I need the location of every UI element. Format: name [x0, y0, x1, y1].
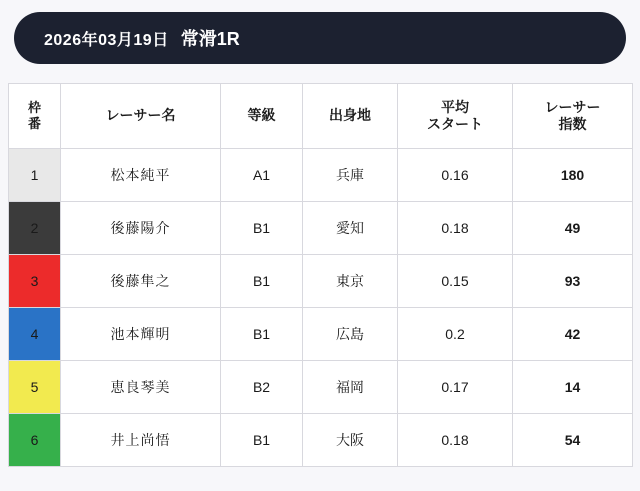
racer-name[interactable]: 池本輝明	[61, 308, 221, 361]
racer-index: 42	[513, 308, 633, 361]
average-start: 0.16	[398, 149, 513, 202]
column-header-origin-line1: 出身地	[329, 107, 371, 124]
race-date: 2026年03月19日	[44, 31, 169, 49]
column-header-class-line1: 等級	[247, 107, 276, 124]
column-header-racer-name-line1: レーサー名	[105, 107, 176, 124]
column-header-racer-name	[61, 84, 221, 149]
racer-name[interactable]: 井上尚悟	[61, 414, 221, 467]
table-body	[9, 149, 633, 467]
average-start: 0.15	[398, 255, 513, 308]
racer-name[interactable]: 恵良琴美	[61, 361, 221, 414]
column-header-frame-line2: 番	[27, 116, 41, 131]
frame-number: 1	[9, 149, 61, 202]
column-header-racer-index-line2: 指数	[558, 116, 587, 132]
racer-index: 14	[513, 361, 633, 414]
average-start: 0.17	[398, 361, 513, 414]
racer-origin: 大阪	[303, 414, 398, 467]
table-row	[9, 149, 633, 202]
table-row	[9, 414, 633, 467]
racer-class: A1	[221, 149, 303, 202]
racer-origin: 愛知	[303, 202, 398, 255]
frame-number: 6	[9, 414, 61, 467]
column-header-origin	[303, 84, 398, 149]
racer-origin: 広島	[303, 308, 398, 361]
racer-origin: 兵庫	[303, 149, 398, 202]
race-name: 常滑1R	[180, 29, 240, 49]
race-entry-table	[8, 83, 633, 467]
table-header	[9, 84, 633, 149]
column-header-racer-index-line1: レーサー	[544, 98, 601, 115]
race-table-container	[8, 83, 632, 467]
racer-index: 93	[513, 255, 633, 308]
frame-number: 5	[9, 361, 61, 414]
racer-class: B1	[221, 202, 303, 255]
racer-origin: 東京	[303, 255, 398, 308]
column-header-frame	[9, 84, 61, 149]
average-start: 0.18	[398, 414, 513, 467]
average-start: 0.2	[398, 308, 513, 361]
racer-class: B1	[221, 414, 303, 467]
average-start: 0.18	[398, 202, 513, 255]
racer-index: 54	[513, 414, 633, 467]
racer-class: B1	[221, 255, 303, 308]
racer-origin: 福岡	[303, 361, 398, 414]
racer-name[interactable]: 後藤陽介	[61, 202, 221, 255]
table-header-row	[9, 84, 633, 149]
racer-class: B2	[221, 361, 303, 414]
frame-number: 2	[9, 202, 61, 255]
table-row	[9, 361, 633, 414]
column-header-racer-index	[513, 84, 633, 149]
table-row	[9, 202, 633, 255]
racer-index: 180	[513, 149, 633, 202]
frame-number: 4	[9, 308, 61, 361]
table-row	[9, 308, 633, 361]
racer-name[interactable]: 松本純平	[61, 149, 221, 202]
racer-class: B1	[221, 308, 303, 361]
race-header-bar	[14, 12, 626, 64]
column-header-average-start-line2: スタート	[427, 116, 483, 132]
frame-number: 3	[9, 255, 61, 308]
racer-name[interactable]: 後藤隼之	[61, 255, 221, 308]
table-row	[9, 255, 633, 308]
column-header-average-start-line1: 平均	[441, 98, 469, 115]
column-header-average-start	[398, 84, 513, 149]
racer-index: 49	[513, 202, 633, 255]
column-header-frame-line1: 枠	[27, 99, 41, 115]
column-header-class	[221, 84, 303, 149]
